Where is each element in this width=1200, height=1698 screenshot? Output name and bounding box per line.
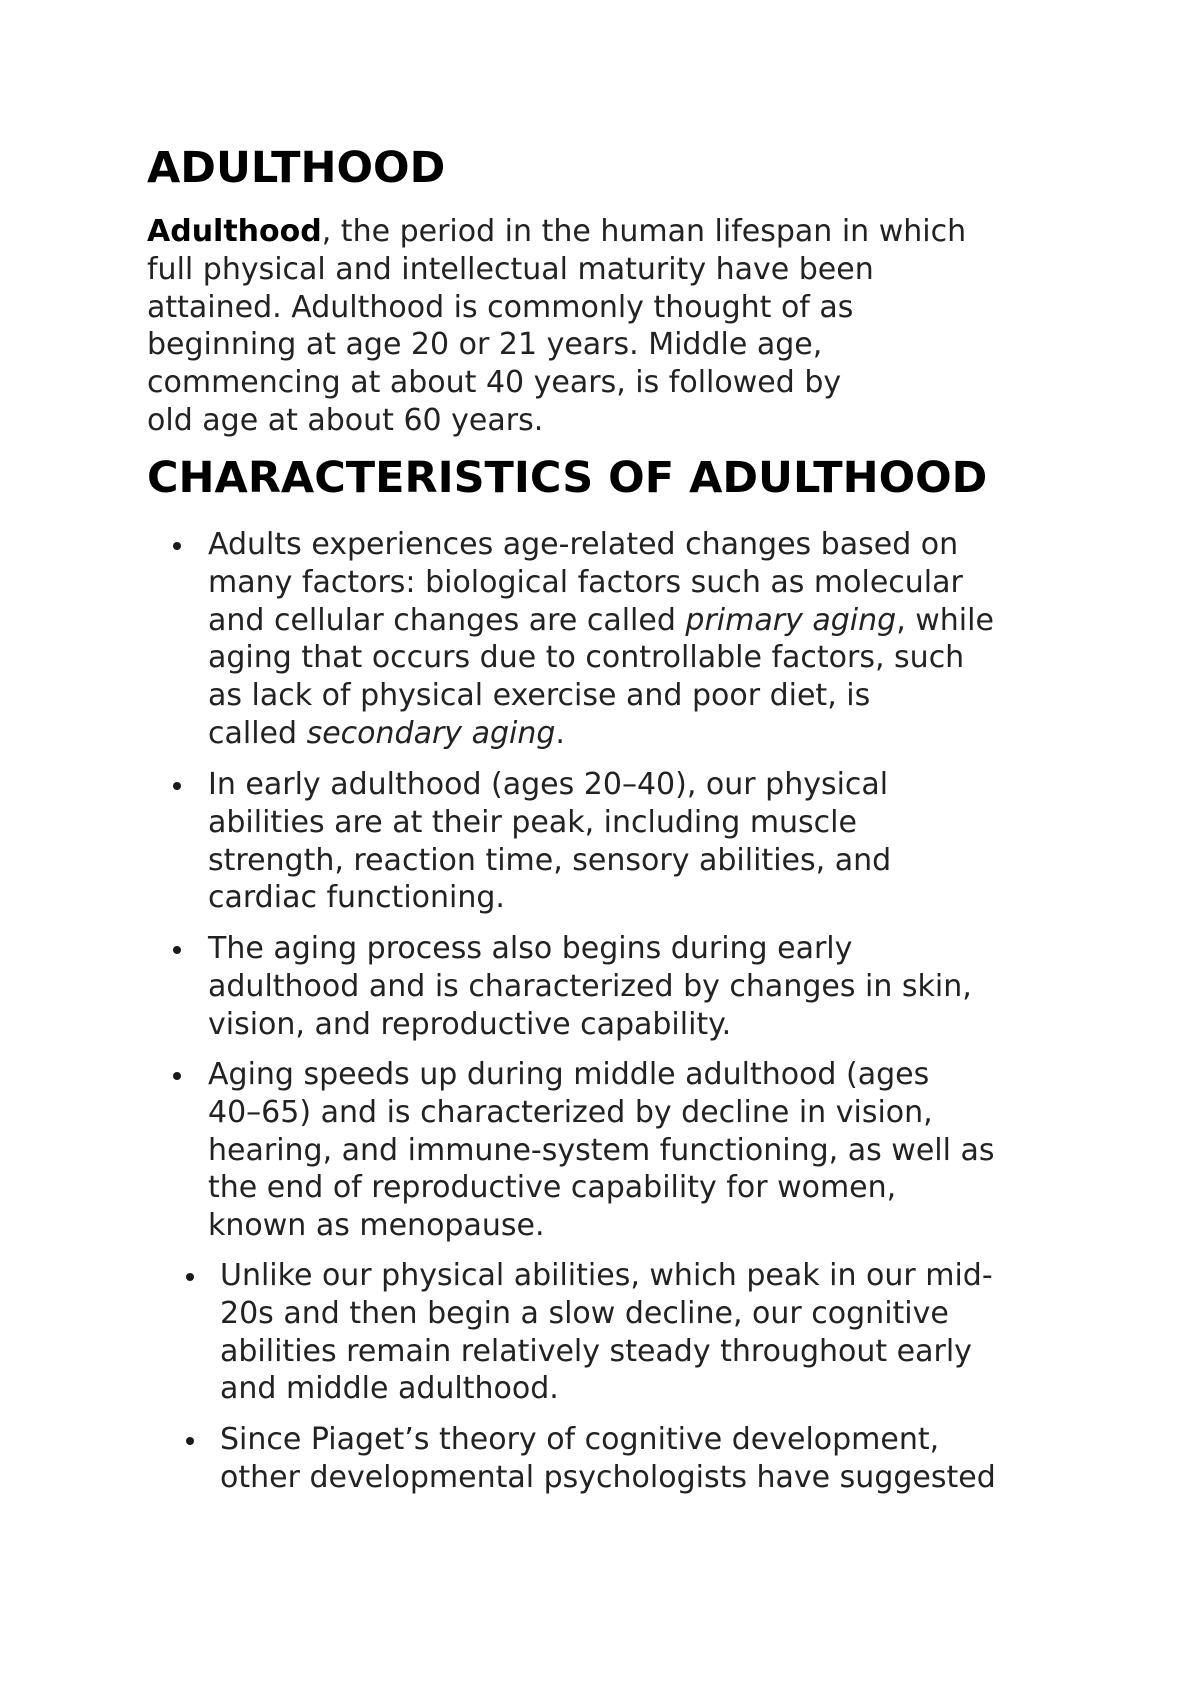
intro-line: commencing at about 40 years, is followed by <box>147 365 842 401</box>
section-heading: CHARACTERISTICS OF ADULTHOOD <box>147 453 988 503</box>
intro-paragraph <box>147 213 966 440</box>
bullet-dot-icon <box>173 542 181 550</box>
bullet-dot-icon <box>186 1437 194 1445</box>
bullet-dot-icon <box>173 1072 181 1080</box>
term-secondary-aging: secondary aging <box>306 715 556 751</box>
list-item: Adults experiences age-related changes based on many factors: biological factors such as molecular and cellular changes are called primary aging, while aging that occurs due to controllable factors, such as lack of physical exercise and poor diet, is called secondary aging. <box>208 526 994 753</box>
list-item: The aging process also begins during early adulthood and is characterized by changes in skin, vision, and reproductive capability. <box>208 930 972 1043</box>
intro-line: attained. Adulthood is commonly thought of as <box>147 289 854 325</box>
intro-lead-term: Adulthood <box>147 214 322 249</box>
list-item: Aging speeds up during middle adulthood (ages 40–65) and is characterized by decline in vision, hearing, and immune-system functioning, as well as the end of reproductive capability for women, known as menopause. <box>208 1056 995 1245</box>
intro-line: full physical and intellectual maturity have been <box>147 251 874 287</box>
list-item: Unlike our physical abilities, which peak in our mid- 20s and then begin a slow decline, our cognitive abilities remain relatively steady throughout early and middle adulthood. <box>220 1257 993 1408</box>
intro-line: old age at about 60 years. <box>147 402 544 438</box>
bullet-dot-icon <box>173 946 181 954</box>
intro-line: beginning at age 20 or 21 years. Middle age, <box>147 327 823 363</box>
term-primary-aging: primary aging <box>685 602 897 638</box>
list-item: Since Piaget’s theory of cognitive development, other developmental psychologists have suggested <box>220 1421 996 1497</box>
list-item: In early adulthood (ages 20–40), our physical abilities are at their peak, including muscle strength, reaction time, sensory abilities, and cardiac functioning. <box>208 766 891 917</box>
bullet-dot-icon <box>186 1273 194 1281</box>
bullet-dot-icon <box>173 782 181 790</box>
page-title: ADULTHOOD <box>147 143 446 193</box>
intro-line: Adulthood, the period in the human lifespan in which <box>147 214 967 249</box>
